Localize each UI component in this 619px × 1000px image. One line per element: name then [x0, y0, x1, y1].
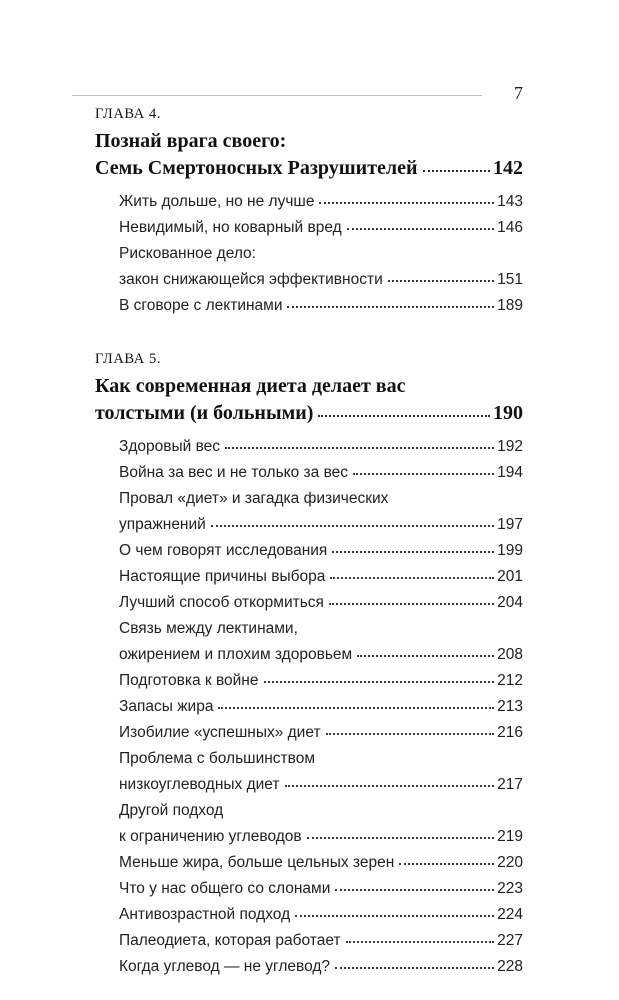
toc-entry-line — [119, 434, 523, 460]
toc-entry-line — [119, 720, 523, 746]
toc-entry-text: Здоровый вес — [119, 438, 221, 455]
toc-entry-line — [119, 616, 523, 642]
toc-entry-text: В сговоре с лектинами — [119, 297, 283, 314]
toc-entry-line — [119, 215, 523, 241]
toc-entry — [119, 538, 523, 564]
toc-entry — [119, 241, 523, 293]
toc-entry-text: Война за вес и не только за вес — [119, 464, 348, 481]
toc-entry-line — [119, 694, 523, 720]
dot-leader — [287, 306, 494, 308]
toc-entry-line — [119, 564, 523, 590]
toc-entry-pagenum: 199 — [497, 542, 523, 559]
dot-leader — [264, 681, 495, 683]
toc-entry-line — [119, 512, 523, 538]
toc-entry — [119, 798, 523, 850]
dot-leader — [388, 280, 494, 282]
dot-leader — [329, 603, 494, 605]
toc-entry — [119, 215, 523, 241]
toc-entry-text: Подготовка к войне — [119, 672, 259, 689]
dot-leader — [399, 863, 494, 865]
toc-entry — [119, 189, 523, 215]
chapter-title-line — [95, 155, 523, 182]
page-number: 7 — [514, 83, 523, 103]
page-header — [0, 84, 619, 102]
toc-entry-text: Невидимый, но коварный вред — [119, 219, 342, 236]
toc-entry — [119, 616, 523, 668]
toc-entry-line — [119, 642, 523, 668]
toc-entry-text: Меньше жира, больше цельных зерен — [119, 854, 395, 871]
toc-entry-line — [119, 267, 523, 293]
chapter-title-line — [95, 400, 523, 427]
chapter-title-text: Семь Смертоносных Разрушителей — [95, 157, 418, 179]
toc-entry-text: Запасы жира — [119, 698, 214, 715]
toc-entry-line — [119, 850, 523, 876]
toc-entry — [119, 668, 523, 694]
chapter-entries — [95, 434, 523, 980]
chapter-entries — [95, 189, 523, 319]
toc-entry-text: Другой подход — [119, 802, 224, 819]
dot-leader — [353, 473, 494, 475]
toc-entry-pagenum: 146 — [497, 219, 523, 236]
toc-entry — [119, 293, 523, 319]
toc-entry-pagenum: 208 — [497, 646, 523, 663]
dot-leader — [218, 707, 494, 709]
dot-leader — [318, 415, 490, 417]
toc-entry-text: закон снижающейся эффективности — [119, 271, 383, 288]
toc-entry-line — [119, 538, 523, 564]
toc-entry-line — [119, 293, 523, 319]
toc-entry-pagenum: 197 — [497, 516, 523, 533]
toc-section — [95, 106, 523, 319]
toc-entry — [119, 876, 523, 902]
toc-entry-text: О чем говорят исследования — [119, 542, 328, 559]
dot-leader — [332, 551, 494, 553]
toc-entry-line — [119, 772, 523, 798]
toc-entry-pagenum: 216 — [497, 724, 523, 741]
chapter-title-text: Как современная диета делает вас — [95, 375, 406, 397]
dot-leader — [295, 915, 494, 917]
toc-entry-pagenum: 151 — [497, 271, 523, 288]
chapter-title-line — [95, 128, 523, 155]
chapter-title — [95, 128, 523, 182]
toc-entry-line — [119, 460, 523, 486]
toc-entry-text: Проблема с большинством — [119, 750, 315, 767]
chapter-label: ГЛАВА 5. — [95, 351, 162, 367]
toc-entry-line — [119, 590, 523, 616]
chapter-title-pagenum: 142 — [493, 157, 523, 179]
toc-entry-text: Провал «диет» и загадка физических — [119, 490, 389, 507]
toc-entry — [119, 928, 523, 954]
toc-entry-line — [119, 189, 523, 215]
toc-entry-text: Настоящие причины выбора — [119, 568, 326, 585]
dot-leader — [307, 837, 494, 839]
chapter-title-text: толстыми (и больными) — [95, 402, 314, 424]
toc-entry-text: Рискованное дело: — [119, 245, 256, 262]
toc-entry-line — [119, 954, 523, 980]
dot-leader — [335, 889, 494, 891]
toc-entry-text: ожирением и плохим здоровьем — [119, 646, 353, 663]
dot-leader — [357, 655, 494, 657]
toc-entry — [119, 460, 523, 486]
toc-entry-line — [119, 928, 523, 954]
toc-entry-line — [119, 668, 523, 694]
dot-leader — [335, 967, 494, 969]
toc-entry-line — [119, 241, 523, 267]
chapter-label: ГЛАВА 4. — [95, 106, 162, 122]
toc-entry-text: упражнений — [119, 516, 206, 533]
toc-entry-text: к ограничению углеводов — [119, 828, 302, 845]
toc-entry-pagenum: 201 — [497, 568, 523, 585]
toc-sections — [95, 106, 523, 980]
toc-entry-text: Связь между лектинами, — [119, 620, 298, 637]
toc-entry-text: низкоуглеводных диет — [119, 776, 280, 793]
toc-entry-text: Антивозрастной подход — [119, 906, 291, 923]
toc-entry-pagenum: 219 — [497, 828, 523, 845]
toc-entry-line — [119, 824, 523, 850]
toc-entry-text: Что у нас общего со слонами — [119, 880, 331, 897]
toc-entry-pagenum: 204 — [497, 594, 523, 611]
toc-entry — [119, 746, 523, 798]
toc-entry-pagenum: 213 — [497, 698, 523, 715]
chapter-title-line — [95, 373, 523, 400]
toc-entry — [119, 590, 523, 616]
toc-entry — [119, 486, 523, 538]
dot-leader — [347, 228, 494, 230]
dot-leader — [285, 785, 495, 787]
dot-leader — [423, 170, 490, 172]
header-rule — [72, 95, 482, 96]
toc-entry-pagenum: 228 — [497, 958, 523, 975]
toc-entry — [119, 954, 523, 980]
toc-entry-pagenum: 212 — [497, 672, 523, 689]
toc-entry-pagenum: 143 — [497, 193, 523, 210]
dot-leader — [330, 577, 494, 579]
toc-entry-text: Лучший способ откормиться — [119, 594, 324, 611]
toc-entry-text: Палеодиета, которая работает — [119, 932, 341, 949]
toc-entry-text: Жить дольше, но не лучше — [119, 193, 315, 210]
toc-entry-pagenum: 189 — [497, 297, 523, 314]
dot-leader — [211, 525, 494, 527]
toc-entry-line — [119, 798, 523, 824]
toc-entry-pagenum: 223 — [497, 880, 523, 897]
toc-entry — [119, 434, 523, 460]
toc-entry — [119, 720, 523, 746]
dot-leader — [346, 941, 495, 943]
toc-entry-line — [119, 876, 523, 902]
toc-entry-line — [119, 746, 523, 772]
toc-entry-pagenum: 227 — [497, 932, 523, 949]
toc-entry-line — [119, 486, 523, 512]
toc-entry-pagenum: 194 — [497, 464, 523, 481]
toc-entry — [119, 564, 523, 590]
dot-leader — [319, 202, 494, 204]
toc-entry-line — [119, 902, 523, 928]
toc-entry — [119, 902, 523, 928]
toc-entry-pagenum: 224 — [497, 906, 523, 923]
toc-entry — [119, 850, 523, 876]
toc-entry-pagenum: 192 — [497, 438, 523, 455]
toc-entry — [119, 694, 523, 720]
toc-entry-text: Когда углевод — не углевод? — [119, 958, 331, 975]
toc-entry-pagenum: 217 — [497, 776, 523, 793]
chapter-title — [95, 373, 523, 427]
toc-section — [95, 351, 523, 980]
dot-leader — [225, 447, 494, 449]
chapter-title-text: Познай врага своего: — [95, 130, 287, 152]
toc-entry-text: Изобилие «успешных» диет — [119, 724, 321, 741]
chapter-title-pagenum: 190 — [493, 402, 523, 424]
toc-entry-pagenum: 220 — [497, 854, 523, 871]
dot-leader — [326, 733, 495, 735]
